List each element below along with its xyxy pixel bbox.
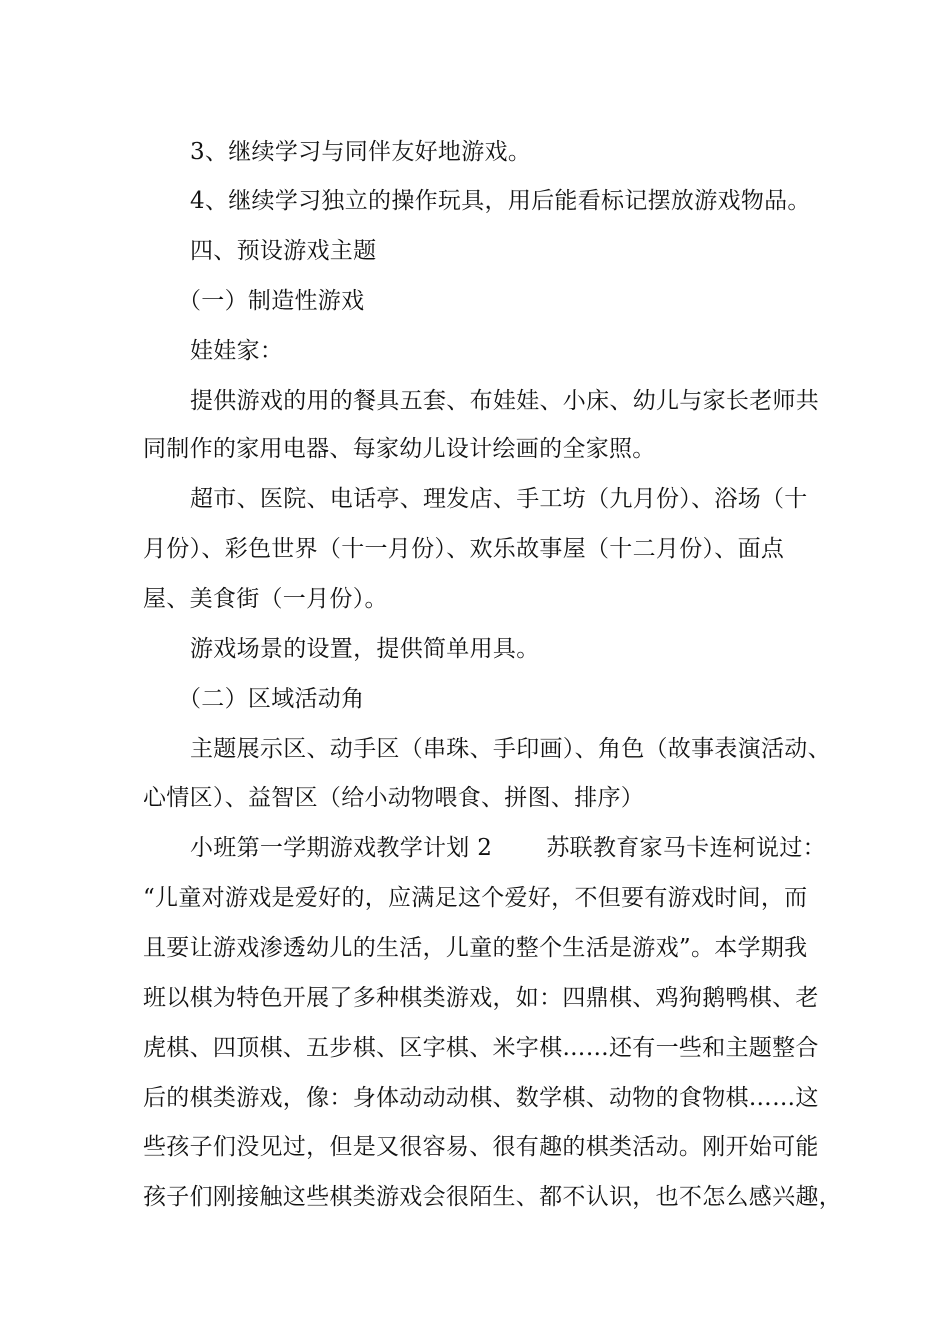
section-heading-4: 四、预设游戏主题 xyxy=(190,238,377,264)
paragraph-line: 虎棋、四顶棋、五步棋、区字棋、米字棋……还有一些和主题整合 xyxy=(143,1035,819,1061)
text-line-item-3: 3、继续学习与同伴友好地游戏。 xyxy=(190,139,532,165)
paragraph-line: 些孩子们没见过，但是又很容易、很有趣的棋类活动。刚开始可能 xyxy=(143,1134,819,1160)
paragraph-line: 游戏场景的设置，提供简单用具。 xyxy=(190,636,540,662)
paragraph-line: 月份）、彩色世界（十一月份）、欢乐故事屋（十二月份）、面点 xyxy=(143,536,785,562)
subsection-heading-2: （二）区域活动角 xyxy=(178,686,365,712)
paragraph-line: 后的棋类游戏，像：身体动动动棋、数学棋、动物的食物棋……这 xyxy=(143,1085,819,1111)
paragraph-line: 孩子们刚接触这些棋类游戏会很陌生、都不认识，也不怎么感兴趣， xyxy=(143,1184,842,1210)
text-line-item-4: 4、继续学习独立的操作玩具，用后能看标记摆放游戏物品。 xyxy=(190,188,811,214)
paragraph-line: 屋、美食街（一月份）。 xyxy=(143,586,388,612)
paragraph-line: 同制作的家用电器、每家幼儿设计绘画的全家照。 xyxy=(143,436,656,462)
paragraph-line: 小班第一学期游戏教学计划 2 苏联教育家马卡连柯说过： xyxy=(190,835,826,861)
paragraph-line: 班以棋为特色开展了多种棋类游戏，如：四鼎棋、鸡狗鹅鸭棋、老 xyxy=(143,985,819,1011)
paragraph-line: 心情区）、益智区（给小动物喂食、拼图、排序） xyxy=(143,785,645,811)
paragraph-line: 超市、医院、电话亭、理发店、手工坊（九月份）、浴场（十 xyxy=(190,486,808,512)
paragraph-heading-dollhouse: 娃娃家： xyxy=(190,338,284,364)
paragraph-line: “儿童对游戏是爱好的，应满足这个爱好，不但要有游戏时间，而 xyxy=(143,885,808,911)
paragraph-line: 且要让游戏渗透幼儿的生活，儿童的整个生活是游戏”。本学期我 xyxy=(143,935,808,961)
paragraph-line: 主题展示区、动手区（串珠、手印画）、角色（故事表演活动、 xyxy=(190,736,831,762)
paragraph-line: 提供游戏的用的餐具五套、布娃娃、小床、幼儿与家长老师共 xyxy=(190,388,820,414)
subsection-heading-1: （一）制造性游戏 xyxy=(178,288,365,314)
